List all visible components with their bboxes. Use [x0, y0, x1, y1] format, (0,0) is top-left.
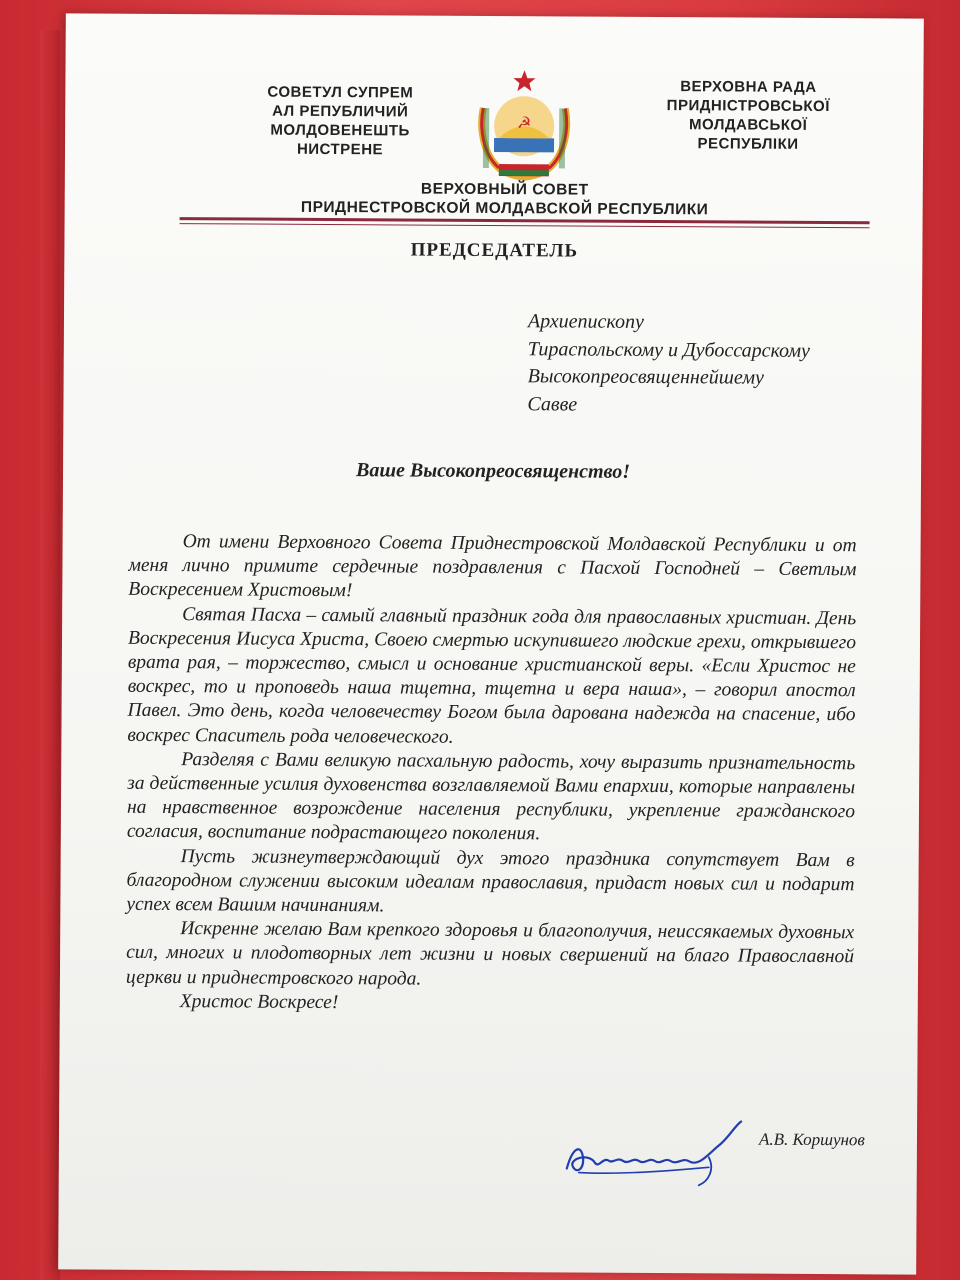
body-paragraph: Пусть жизнеутверждающий дух этого праздника сопутствует Вам в благородном служении высоким идеалам православия, придаст новых сил и подарит успех всем Вашим начинаниям.	[126, 845, 855, 917]
addressee-block: Архиепископу Тираспольскому и Дубоссарскому Высокопреосвященнейшему Савве	[527, 310, 811, 416]
body-paragraph: Искренне желаю Вам крепкого здоровья и благополучия, неиссякаемых духовных сил, многих и плодотворных лет жизни и новых свершений на благо Православной церкви и приднестровского народа.	[125, 918, 855, 990]
river-band	[494, 138, 554, 152]
letter-sheet	[58, 13, 924, 1274]
hammer-sickle-icon: ☭	[516, 113, 532, 133]
chairman-title: ПРЕДСЕДАТЕЛЬ	[410, 239, 579, 262]
header-ukrainian-title: ВЕРХОВНА РАДА ПРИДНІСТРОВСЬКОЇ МОЛДАВСЬКОЇ РЕСПУБЛІКИ	[666, 78, 830, 153]
folder-flap-edge	[40, 30, 60, 1280]
closing-greeting: Христос Воскресе!	[179, 990, 339, 1013]
letter-body	[126, 530, 857, 1019]
header-divider-thin	[180, 223, 870, 228]
body-paragraph: От имени Верховного Совета Приднестровской Молдавской Республики и от меня лично примите сердечные поздравления с Пасхой Господней – Светлым Воскресением Христовым!	[128, 531, 857, 602]
salutation: Ваше Высокопреосвященство!	[356, 459, 631, 483]
signer-name: А.В. Коршунов	[758, 1129, 865, 1150]
handwritten-signature	[559, 1116, 749, 1187]
body-paragraph: Святая Пасха – самый главный праздник года для православных христиан. День Воскресения Иисуса Христа, Своею смертью искупившего людские грехи, открывшего врата рая, – торжество, смысл и основание христианской веры. «Если Христос не воскрес, то и проповедь наша тщетна, тщетна и вера наша», – говорил апостол Павел. Это день, когда человечеству Богом была дарована надежда на спасение, ибо воскрес Спаситель рода человеческого.	[127, 603, 857, 748]
coat-of-arms-emblem	[469, 68, 580, 187]
header-russian-title: ВЕРХОВНЫЙ СОВЕТ ПРИДНЕСТРОВСКОЙ МОЛДАВСКОЙ РЕСПУБЛИКИ	[300, 180, 709, 219]
body-paragraph: Разделяя с Вами великую пасхальную радость, хочу выразить признательность за действенные усилия духовенства возглавляемой Вами епархии, которые направлены на нравственное возрождение населения республики, укрепление гражданского согласия, воспитание подрастающего поколения.	[126, 748, 856, 845]
header-moldovan-title: СОВЕТУЛ СУПРЕМ АЛ РЕПУБЛИЧИЙ МОЛДОВЕНЕШТЬ НИСТРЕНЕ	[267, 83, 414, 159]
red-star-icon	[513, 70, 535, 91]
